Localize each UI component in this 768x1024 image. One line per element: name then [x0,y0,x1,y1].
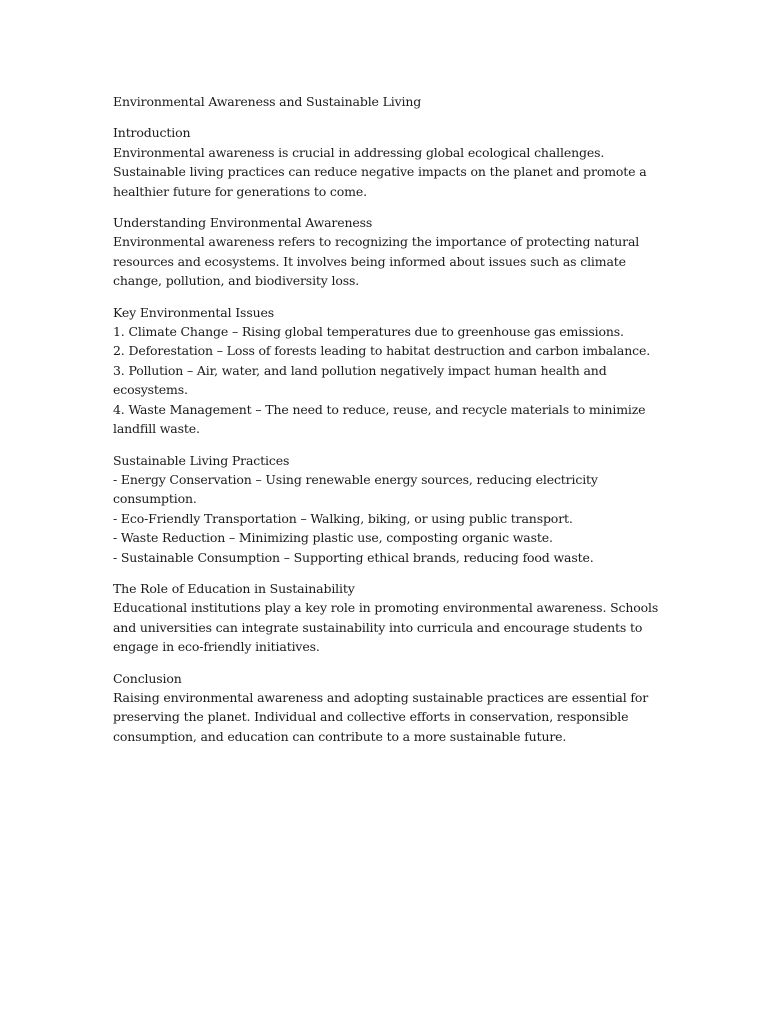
list-item: - Waste Reduction – Minimizing plastic use, composting organic waste. [113,530,553,546]
section-understanding [113,213,673,291]
section-body: Environmental awareness refers to recognizing the importance of protecting natural resources and ecosystems. It involves being informed about issues such as climate change, pollution, and biodiversity loss. [113,234,640,289]
list-item: 3. Pollution – Air, water, and land pollution negatively impact human health and ecosystems. [113,362,607,398]
section-heading: Key Environmental Issues [113,304,274,320]
section-heading: The Role of Education in Sustainability [113,580,355,596]
section-conclusion [113,669,673,747]
list-item: 2. Deforestation – Loss of forests leading to habitat destruction and carbon imbalance. [113,343,651,359]
section-education [113,579,673,657]
section-heading: Introduction [113,125,191,141]
key-issues-list [113,322,673,438]
list-item: 4. Waste Management – The need to reduce, reuse, and recycle materials to minimize landfill waste. [113,401,646,437]
section-heading: Sustainable Living Practices [113,452,290,468]
section-body: Educational institutions play a key role in promoting environmental awareness. Schools and universities can integrate sustainability into curricula and encourage students to engage in eco-friendly initiatives. [113,600,659,655]
section-heading: Conclusion [113,670,182,686]
section-key-issues [113,303,673,439]
section-body: Raising environmental awareness and adopting sustainable practices are essential for preserving the planet. Individual and collective efforts in conservation, responsible consumption, and education can contribute to a more sustainable future. [113,689,649,744]
practices-list [113,470,673,567]
list-item: - Sustainable Consumption – Supporting ethical brands, reducing food waste. [113,549,594,565]
document-content [113,92,673,758]
section-body: Environmental awareness is crucial in addressing global ecological challenges. Sustainable living practices can reduce negative impacts on the planet and promote a healthier future for generations to come. [113,144,647,199]
document-title: Environmental Awareness and Sustainable Living [113,94,422,109]
section-heading: Understanding Environmental Awareness [113,215,373,231]
list-item: - Eco-Friendly Transportation – Walking, biking, or using public transport. [113,510,573,526]
section-introduction [113,123,673,201]
section-practices [113,451,673,567]
list-item: 1. Climate Change – Rising global temperatures due to greenhouse gas emissions. [113,324,624,340]
list-item: - Energy Conservation – Using renewable energy sources, reducing electricity consumption. [113,471,598,507]
